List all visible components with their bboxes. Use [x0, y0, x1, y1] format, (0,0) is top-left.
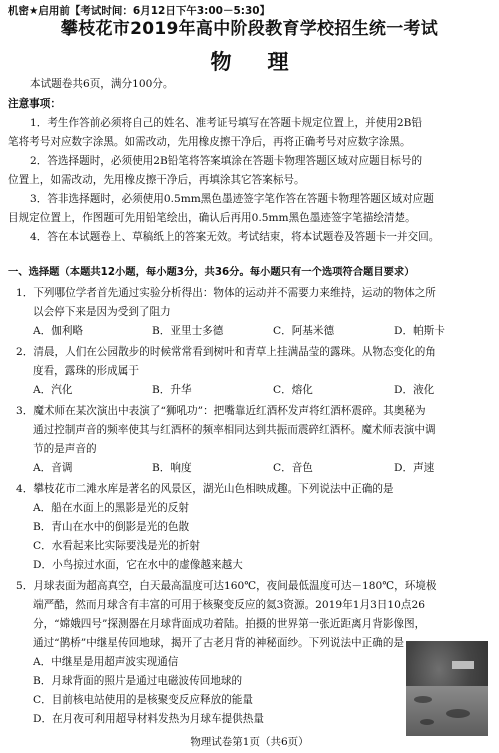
note-line: 笔将考号对应数字涂黑。如需改动，先用橡皮擦干净后，再将正确考号对应数字涂黑。 [8, 136, 411, 148]
question-5-stem: 端严酷，然而月球含有丰富的可用于核聚变反应的氦3资源。2019年1月3日10点26 [33, 599, 425, 611]
note-line: 位置上，如需改动，先用橡皮擦干净后，再填涂其它答案标号。 [8, 174, 305, 186]
question-3-stem: 3．魔术师在某次演出中表演了“狮吼功”：把嘴靠近红酒杯发声将红酒杯震碎。其奥秘为 [16, 405, 426, 417]
note-line: 3．答非选择题时，必须使用0.5mm黑色墨迹签字笔作答在答题卡物理答题区域对应题 [30, 193, 434, 205]
question-2-option-a: A．汽化 [33, 384, 73, 396]
notes-heading: 注意事项： [8, 98, 61, 110]
question-1-option-a: A．伽利略 [33, 325, 84, 337]
question-4-option-a: A．船在水面上的黑影是光的反射 [33, 502, 189, 514]
exam-title: 攀枝花市2019年高中阶段教育学校招生统一考试 [60, 19, 439, 39]
page-footer: 物理试卷第1页（共6页） [190, 736, 309, 748]
intro-text: 本试题卷共6页，满分100分。 [30, 78, 174, 90]
question-5-stem: 5．月球表面为超高真空，白天最高温度可达160℃，夜间最低温度可达－180℃，环境极 [16, 580, 437, 592]
subject-title: 物理 [210, 50, 325, 74]
question-5-option-c: C．目前核电站使用的是核聚变反应释放的能量 [33, 694, 253, 706]
question-3-option-c: C．音色 [273, 462, 313, 474]
note-line: 目规定位置上，作图题可先用铅笔绘出，确认后再用0.5mm黑色墨迹签字笔描绘清楚。 [8, 212, 416, 224]
note-line: 1．考生作答前必须将自己的姓名、准考证号填写在答题卡规定位置上，并使用2B铅 [30, 117, 423, 129]
question-1-stem: 1．下列哪位学者首先通过实验分析得出：物体的运动并不需要力来维持，运动的物体之所 [16, 287, 436, 299]
question-3-option-a: A．音调 [33, 462, 73, 474]
question-5-option-a: A．中继星是用超声波实现通信 [33, 656, 179, 668]
question-2-stem: 度看，露珠的形成属于 [33, 365, 139, 377]
section-heading: 一、选择题（本题共12小题，每小题3分，共36分。每小题只有一个选项符合题目要求） [8, 266, 415, 278]
question-3-option-d: D．声速 [394, 462, 435, 474]
lander-silhouette [452, 661, 474, 669]
question-3-stem: 通过控制声音的频率使其与红酒杯的频率相同达到共振而震碎红酒杯。魔术师表演中调 [33, 424, 436, 436]
question-5-option-d: D．在月夜可利用超导材料发热为月球车提供热量 [33, 713, 264, 725]
question-5-option-b: B．月球背面的照片是通过电磁波传回地球的 [33, 675, 243, 687]
question-2-stem: 2．清晨，人们在公园散步的时候常常看到树叶和青草上挂满晶莹的露珠。从物态变化的角 [16, 346, 436, 358]
question-5-stem: 通过“鹊桥”中继星传回地球，揭开了古老月背的神秘面纱。下列说法中正确的是 [33, 637, 405, 649]
question-5-stem: 分，“嫦娥四号”探测器在月球背面成功着陆。拍摄的世界第一张近距离月背影像图， [33, 618, 426, 630]
question-4-option-c: C．水看起来比实际要浅是光的折射 [33, 540, 201, 552]
question-1-option-b: B．亚里士多德 [152, 325, 224, 337]
question-1-option-d: D．帕斯卡 [394, 325, 445, 337]
question-2-option-d: D．液化 [394, 384, 435, 396]
question-1-option-c: C．阿基米德 [273, 325, 335, 337]
question-4-stem: 4．攀枝花市二滩水库是著名的风景区，湖光山色相映成趣。下列说法中正确的是 [16, 483, 394, 495]
question-3-option-b: B．响度 [152, 462, 192, 474]
note-line: 4．答在本试题卷上、草稿纸上的答案无效。考试结束，将本试题卷及答题卡一并交回。 [30, 231, 440, 243]
question-4-option-b: B．青山在水中的倒影是光的色散 [33, 521, 190, 533]
moon-far-side-photo [406, 641, 488, 736]
note-line: 2．答选择题时，必须使用2B铅笔将答案填涂在答题卡物理答题区域对应题目标号的 [30, 155, 423, 167]
question-3-stem: 节的是声音的 [33, 443, 97, 455]
question-4-option-d: D．小鸟掠过水面，它在水中的虚像越来越大 [33, 559, 243, 571]
question-1-stem: 以会停下来是因为受到了阻力 [33, 306, 171, 318]
question-2-option-c: C．熔化 [273, 384, 313, 396]
question-2-option-b: B．升华 [152, 384, 192, 396]
confidential-header: 机密★启用前【考试时间：6月12日下午3:00－5:30】 [8, 5, 271, 17]
